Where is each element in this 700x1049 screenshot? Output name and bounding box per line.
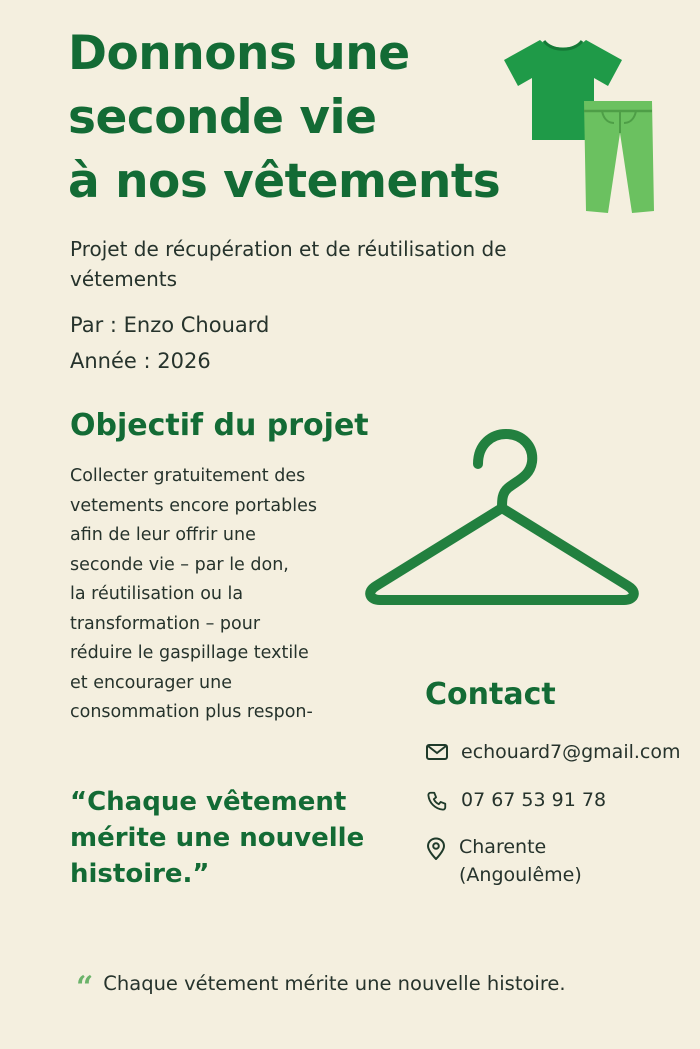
footer-quote [76, 969, 566, 1005]
footer-quote-text: Chaque vétement mérite une nouvelle histoire. [103, 972, 566, 995]
quote-line-3: histoire.” [70, 859, 210, 889]
contact-email-row [425, 738, 681, 766]
contact-phone-row [425, 786, 606, 814]
objective-heading: Objectif du projet [70, 408, 369, 443]
title-line-1: Donnons une [68, 26, 410, 81]
author-line: Par : Enzo Chouard [70, 313, 270, 337]
contact-email[interactable]: echouard7@gmail.com [461, 741, 681, 763]
mail-icon [425, 742, 449, 762]
location-pin-icon [425, 837, 447, 861]
hanger-icon [362, 428, 642, 608]
contact-location-row [425, 833, 582, 889]
quote-line-1: “Chaque vêtement [70, 787, 347, 817]
title-line-2: seconde vie [68, 90, 377, 145]
phone-icon [425, 790, 449, 812]
contact-location [459, 833, 582, 889]
quote-mark-icon: “ [76, 969, 94, 1005]
contact-heading: Contact [425, 677, 556, 712]
pants-icon [580, 97, 658, 215]
quote-line-2: mérite une nouvelle [70, 823, 365, 853]
location-line-2: (Angoulême) [459, 864, 582, 886]
objective-text: Collecter gratuitement des vetements encore portables afin de leur offrir une seconde vie – par le don, la réutilisation ou la transformation – pour réduire le gaspillage textile et encourager une consommation plus respon- [70, 466, 317, 722]
contact-phone[interactable]: 07 67 53 91 78 [461, 789, 607, 811]
location-line-1: Charente [459, 836, 547, 858]
highlight-quote [70, 784, 370, 892]
title-line-3: à nos vêtements [68, 154, 501, 209]
project-subtitle: Projet de récupération et de réutilisation de vétements [70, 237, 507, 291]
year-line: Année : 2026 [70, 349, 211, 373]
